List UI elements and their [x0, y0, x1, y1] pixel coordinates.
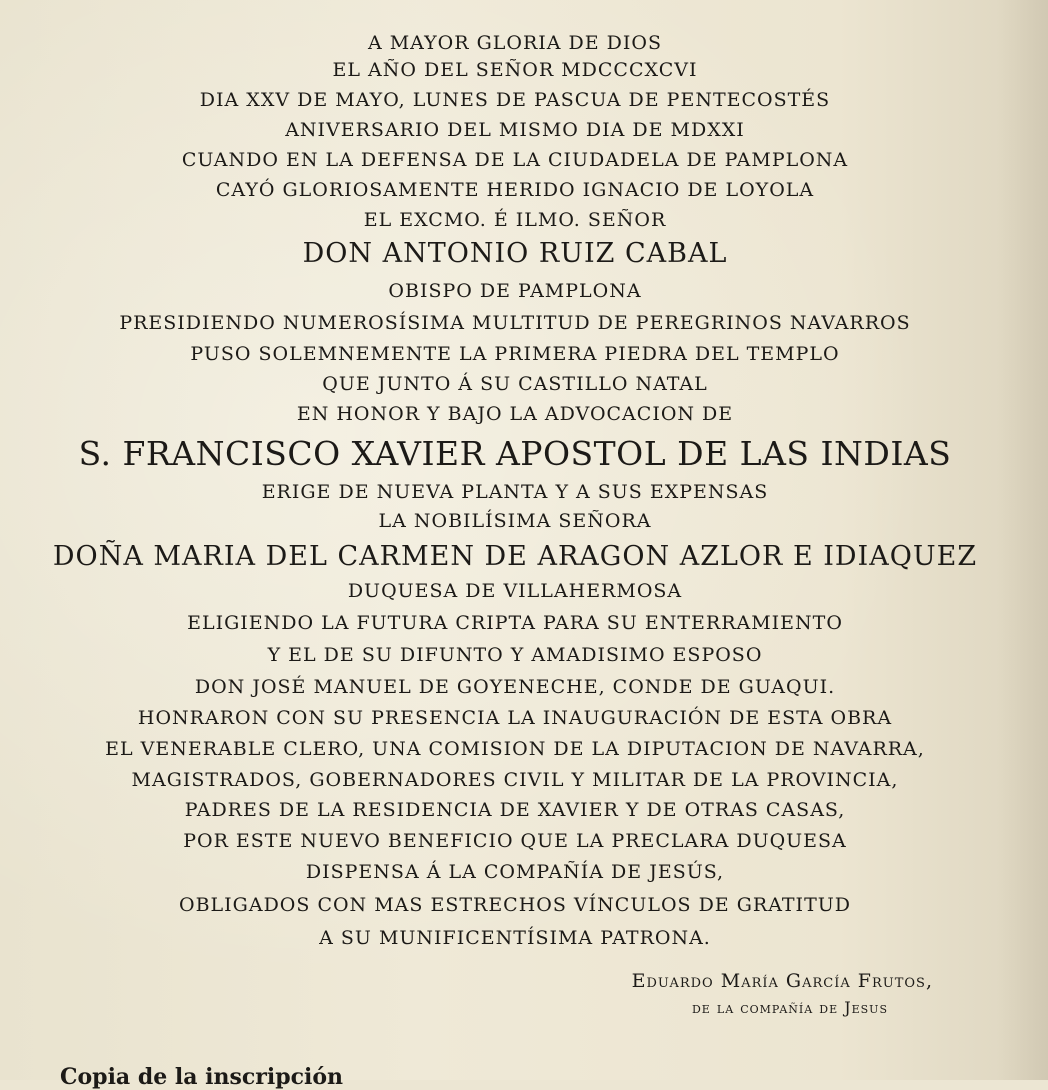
inscription-line: PRESIDIENDO NUMEROSÍSIMA MULTITUD DE PEREGRINOS NAVARROS: [119, 312, 911, 334]
inscription-line: DUQUESA DE VILLAHERMOSA: [347, 580, 683, 602]
inscription-line: A MAYOR GLORIA DE DIOS: [367, 32, 663, 54]
inscription-line: HONRARON CON SU PRESENCIA LA INAUGURACIÓN DE ESTA OBRA: [137, 707, 893, 729]
inscription-line: CAYÓ GLORIOSAMENTE HERIDO IGNACIO DE LOYOLA: [215, 179, 815, 201]
inscription-line: OBLIGADOS CON MAS ESTRECHOS VÍNCULOS DE GRATITUD: [179, 894, 851, 916]
inscription-line: EL AÑO DEL SEÑOR MDCCCXCVI: [332, 59, 698, 81]
inscription-line: ELIGIENDO LA FUTURA CRIPTA PARA SU ENTERRAMIENTO: [187, 612, 843, 634]
inscription-line-bishop-name: DON ANTONIO RUIZ CABAL: [302, 238, 728, 269]
inscription-line: OBISPO DE PAMPLONA: [388, 280, 642, 302]
inscription-line: ANIVERSARIO DEL MISMO DIA DE MDXXI: [285, 119, 745, 141]
inscription-line: ERIGE DE NUEVA PLANTA Y A SUS EXPENSAS: [261, 481, 769, 503]
inscription-line: MAGISTRADOS, GOBERNADORES CIVIL Y MILITAR DE LA PROVINCIA,: [131, 769, 899, 791]
section-caption: Copia de la inscripción: [60, 1064, 344, 1090]
signature-affiliation: de la compañía de Jesus: [691, 998, 888, 1017]
inscription-line: A SU MUNIFICENTÍSIMA PATRONA.: [319, 927, 711, 949]
inscription-line: Y EL DE SU DIFUNTO Y AMADISIMO ESPOSO: [267, 644, 763, 666]
inscription-line: QUE JUNTO Á SU CASTILLO NATAL: [322, 373, 708, 395]
inscription-line: DISPENSA Á LA COMPAÑÍA DE JESÚS,: [305, 861, 725, 883]
signature-name: Eduardo María García Frutos,: [631, 970, 933, 992]
inscription-line-saint-name: S. FRANCISCO XAVIER APOSTOL DE LAS INDIAS: [78, 434, 952, 473]
inscription-line: POR ESTE NUEVO BENEFICIO QUE LA PRECLARA DUQUESA: [183, 830, 847, 852]
inscription-line: DIA XXV DE MAYO, LUNES DE PASCUA DE PENTECOSTÉS: [199, 89, 831, 111]
inscription-line-duchess-name: DOÑA MARIA DEL CARMEN DE ARAGON AZLOR E IDIAQUEZ: [52, 541, 978, 572]
inscription-line: EL EXCMO. É ILMO. SEÑOR: [363, 209, 667, 231]
inscription-line: EN HONOR Y BAJO LA ADVOCACION DE: [296, 403, 734, 425]
inscription-line: DON JOSÉ MANUEL DE GOYENECHE, CONDE DE GUAQUI.: [194, 676, 836, 698]
inscription-line: PUSO SOLEMNEMENTE LA PRIMERA PIEDRA DEL TEMPLO: [190, 343, 840, 365]
inscription-line: LA NOBILÍSIMA SEÑORA: [378, 510, 652, 532]
inscription-line: CUANDO EN LA DEFENSA DE LA CIUDADELA DE PAMPLONA: [181, 149, 849, 171]
inscription-line: EL VENERABLE CLERO, UNA COMISION DE LA DIPUTACION DE NAVARRA,: [105, 738, 925, 760]
inscription-line: PADRES DE LA RESIDENCIA DE XAVIER Y DE OTRAS CASAS,: [184, 799, 846, 821]
